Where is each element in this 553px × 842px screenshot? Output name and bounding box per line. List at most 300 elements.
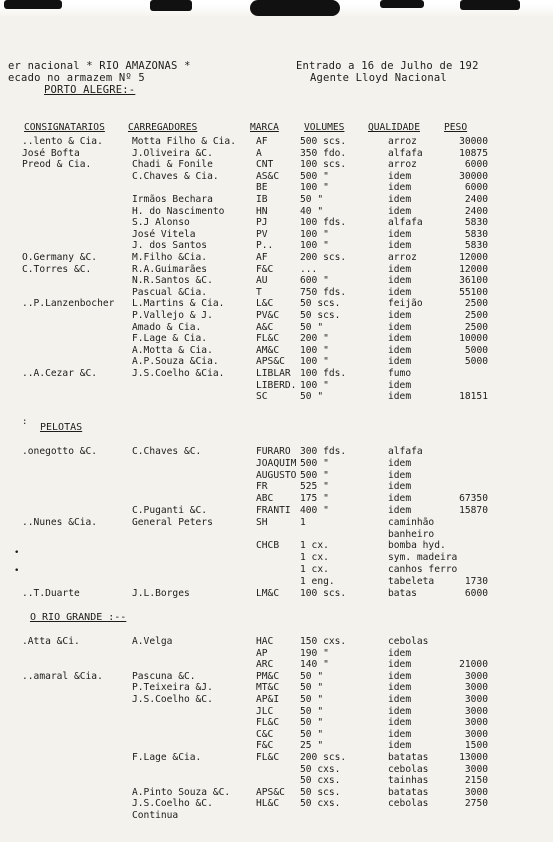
volumes-cell: 50 cxs. bbox=[300, 775, 341, 787]
volumes-cell: 50 scs. bbox=[300, 310, 341, 321]
quality-cell: idem bbox=[388, 391, 412, 403]
table-row bbox=[0, 694, 553, 705]
shipper-cell: F.Lage & Cia. bbox=[132, 333, 208, 345]
weight-cell: 6000 bbox=[464, 182, 488, 194]
weight-cell: 6000 bbox=[464, 159, 488, 171]
table-row bbox=[0, 706, 553, 717]
shipper-cell: Irmãos Bechara bbox=[132, 194, 213, 205]
mark-cell: L&C bbox=[256, 298, 274, 310]
volumes-cell: 200 scs. bbox=[300, 752, 347, 763]
mark-cell: ARC bbox=[256, 659, 274, 671]
shipper-cell: L.Martins & Cia. bbox=[132, 298, 225, 310]
quality-cell: arroz bbox=[388, 252, 417, 263]
quality-cell: idem bbox=[388, 647, 412, 659]
shipper-cell: P.Vallejo & J. bbox=[132, 310, 213, 321]
margin-mark: : bbox=[22, 417, 28, 427]
volumes-cell: 100 " bbox=[300, 182, 329, 194]
table-row bbox=[0, 682, 553, 693]
volumes-cell: 50 " bbox=[300, 391, 324, 403]
mark-cell: APS&C bbox=[256, 786, 285, 798]
quality-cell: idem bbox=[388, 170, 412, 182]
col-consignatarios: CONSIGNATARIOS bbox=[24, 122, 105, 133]
table-row bbox=[0, 182, 553, 193]
table-row bbox=[0, 345, 553, 356]
mark-cell: CNT bbox=[256, 159, 274, 171]
col-qualidade: QUALIDADE bbox=[368, 122, 420, 133]
weight-cell: 18151 bbox=[459, 391, 488, 403]
volumes-cell: 50 cxs. bbox=[300, 763, 341, 775]
volumes-cell: 50 " bbox=[300, 321, 324, 333]
table-row bbox=[0, 275, 553, 286]
mark-cell: JOAQUIM bbox=[256, 457, 297, 469]
table-row bbox=[0, 648, 553, 659]
shipper-cell: A.Motta & Cia. bbox=[132, 344, 213, 356]
volumes-cell: 150 cxs. bbox=[300, 636, 347, 647]
shipper-cell: H. do Nascimento bbox=[132, 205, 225, 217]
weight-cell: 5830 bbox=[464, 240, 488, 252]
table-row bbox=[0, 729, 553, 740]
weight-cell: 3000 bbox=[464, 786, 488, 798]
consignee-cell: ..T.Duarte bbox=[22, 587, 80, 599]
shipper-cell: Chadi & Fonile bbox=[132, 159, 213, 171]
volumes-cell: 500 scs. bbox=[300, 136, 347, 147]
ink-blot bbox=[150, 0, 192, 11]
shipper-cell: A.Pinto Souza &C. bbox=[132, 786, 231, 798]
weight-cell: 5830 bbox=[464, 217, 488, 229]
mark-cell: FRANTI bbox=[256, 505, 291, 516]
weight-cell: 10000 bbox=[459, 333, 488, 345]
volumes-cell: 350 fdo. bbox=[300, 147, 347, 159]
volumes-cell: 100 fds. bbox=[300, 217, 347, 229]
table-row bbox=[0, 217, 553, 228]
mark-cell: LIBLAR bbox=[256, 368, 291, 379]
quality-cell: cebolas bbox=[388, 763, 429, 775]
volumes-cell: 1 cx. bbox=[300, 540, 329, 552]
shipper-cell: J.S.Coelho &C. bbox=[132, 798, 213, 810]
mark-cell: AUGUSTO bbox=[256, 469, 297, 481]
weight-cell: 2400 bbox=[464, 205, 488, 217]
table-row bbox=[0, 240, 553, 251]
margin-mark: • bbox=[14, 566, 20, 576]
volumes-cell: 40 " bbox=[300, 205, 324, 217]
weight-cell: 3000 bbox=[464, 694, 488, 705]
ink-blot bbox=[4, 0, 62, 9]
shipper-cell: Pascual &Cia. bbox=[132, 286, 208, 298]
mark-cell: HN bbox=[256, 205, 268, 217]
quality-cell: idem bbox=[388, 228, 412, 240]
table-row bbox=[0, 310, 553, 321]
quality-cell: idem bbox=[388, 481, 412, 493]
quality-cell: idem bbox=[388, 333, 412, 345]
weight-cell: 2500 bbox=[464, 298, 488, 310]
volumes-cell: 1 cx. bbox=[300, 552, 329, 564]
weight-cell: 3000 bbox=[464, 682, 488, 694]
volumes-cell: 50 " bbox=[300, 728, 324, 740]
table-row bbox=[0, 505, 553, 516]
quality-cell: canhos ferro bbox=[388, 564, 458, 575]
quality-cell: batatas bbox=[388, 786, 429, 798]
volumes-cell: 200 " bbox=[300, 333, 329, 345]
consignee-cell: José Bofta bbox=[22, 147, 80, 159]
mark-cell: C&C bbox=[256, 728, 274, 740]
volumes-cell: 100 " bbox=[300, 344, 329, 356]
mark-cell: A&C bbox=[256, 321, 274, 333]
quality-cell: idem bbox=[388, 194, 412, 205]
arrival-date: Entrado a 16 de Julho de 192 bbox=[296, 60, 479, 72]
shipper-cell: A.P.Souza &Cia. bbox=[132, 356, 219, 368]
volumes-cell: 100 scs. bbox=[300, 159, 347, 171]
mark-cell: HL&C bbox=[256, 798, 280, 810]
quality-cell: idem bbox=[388, 493, 412, 505]
quality-cell: idem bbox=[388, 263, 412, 275]
mark-cell: ABC bbox=[256, 493, 274, 505]
table-row bbox=[0, 368, 553, 379]
shipper-cell: J.L.Borges bbox=[132, 587, 190, 599]
margin-mark: • bbox=[14, 548, 20, 558]
shipper-cell: N.R.Santos &C. bbox=[132, 275, 213, 287]
quality-cell: idem bbox=[388, 182, 412, 194]
quality-cell: idem bbox=[388, 321, 412, 333]
volumes-cell: 190 " bbox=[300, 647, 329, 659]
mark-cell: MT&C bbox=[256, 682, 280, 694]
quality-cell: batatas bbox=[388, 752, 429, 763]
table-row bbox=[0, 470, 553, 481]
table-row bbox=[0, 322, 553, 333]
mark-cell: F&C bbox=[256, 263, 274, 275]
volumes-cell: 50 " bbox=[300, 705, 324, 717]
ink-blot bbox=[460, 0, 520, 10]
table-row bbox=[0, 787, 553, 798]
volumes-cell: 600 " bbox=[300, 275, 329, 287]
mark-cell: LM&C bbox=[256, 587, 280, 599]
consignee-cell: .Atta &Ci. bbox=[22, 636, 80, 647]
mark-cell: T bbox=[256, 286, 262, 298]
mark-cell: JLC bbox=[256, 705, 274, 717]
volumes-cell: 525 " bbox=[300, 481, 329, 493]
quality-cell: idem bbox=[388, 205, 412, 217]
table-row bbox=[0, 810, 553, 821]
consignee-cell: ..Nunes &Cia. bbox=[22, 516, 98, 528]
table-row bbox=[0, 264, 553, 275]
table-row bbox=[0, 659, 553, 670]
consignee-cell: ..P.Lanzenbocher bbox=[22, 298, 115, 310]
table-row bbox=[0, 252, 553, 263]
shipper-cell: J. dos Santos bbox=[132, 240, 208, 252]
table-row bbox=[0, 517, 553, 528]
table-row bbox=[0, 229, 553, 240]
consignee-cell: C.Torres &C. bbox=[22, 263, 92, 275]
mark-cell: FR bbox=[256, 481, 268, 493]
mark-cell: AF bbox=[256, 136, 268, 147]
weight-cell: 5000 bbox=[464, 356, 488, 368]
quality-cell: idem bbox=[388, 694, 412, 705]
col-volumes: VOLUMES bbox=[304, 122, 345, 133]
volumes-cell: 100 " bbox=[300, 356, 329, 368]
quality-cell: idem bbox=[388, 286, 412, 298]
volumes-cell: 175 " bbox=[300, 493, 329, 505]
quality-cell: idem bbox=[388, 469, 412, 481]
volumes-cell: 1 cx. bbox=[300, 564, 329, 575]
weight-cell: 12000 bbox=[459, 252, 488, 263]
weight-cell: 30000 bbox=[459, 136, 488, 147]
ink-blot bbox=[250, 0, 340, 16]
weight-cell: 13000 bbox=[459, 752, 488, 763]
mark-cell: AM&C bbox=[256, 344, 280, 356]
section-title-pelotas: PELOTAS bbox=[40, 422, 83, 433]
volumes-cell: 1 eng. bbox=[300, 575, 335, 587]
shipper-cell: R.A.Guimarães bbox=[132, 263, 208, 275]
mark-cell: PV bbox=[256, 228, 268, 240]
shipper-cell: C.Chaves &C. bbox=[132, 446, 202, 457]
table-row bbox=[0, 717, 553, 728]
table-row bbox=[0, 752, 553, 763]
mark-cell: BE bbox=[256, 182, 268, 194]
quality-cell: arroz bbox=[388, 136, 417, 147]
volumes-cell: 50 " bbox=[300, 717, 324, 729]
mark-cell: AS&C bbox=[256, 170, 280, 182]
shipper-cell: S.J Alonso bbox=[132, 217, 190, 229]
quality-cell: idem bbox=[388, 310, 412, 321]
shipper-cell: A.Velga bbox=[132, 636, 173, 647]
mark-cell: AU bbox=[256, 275, 268, 287]
mark-cell: IB bbox=[256, 194, 268, 205]
table-row bbox=[0, 287, 553, 298]
quality-cell: feijão bbox=[388, 298, 423, 310]
mark-cell: PJ bbox=[256, 217, 268, 229]
table-row bbox=[0, 529, 553, 540]
weight-cell: 55100 bbox=[459, 286, 488, 298]
consignee-cell: ..A.Cezar &C. bbox=[22, 368, 98, 379]
table-row bbox=[0, 798, 553, 809]
table-row bbox=[0, 206, 553, 217]
weight-cell: 3000 bbox=[464, 705, 488, 717]
weight-cell: 5830 bbox=[464, 228, 488, 240]
shipper-cell: C.Puganti &C. bbox=[132, 505, 208, 516]
mark-cell: FL&C bbox=[256, 333, 280, 345]
mark-cell: A bbox=[256, 147, 262, 159]
mark-cell: PM&C bbox=[256, 670, 280, 682]
ship-line: er nacional * RIO AMAZONAS * bbox=[8, 60, 191, 72]
volumes-cell: 50 scs. bbox=[300, 298, 341, 310]
weight-cell: 3000 bbox=[464, 763, 488, 775]
table-row bbox=[0, 298, 553, 309]
ink-blot bbox=[380, 0, 424, 8]
volumes-cell: ... bbox=[300, 263, 318, 275]
weight-cell: 3000 bbox=[464, 717, 488, 729]
quality-cell: tabeleta bbox=[388, 575, 435, 587]
volumes-cell: 300 fds. bbox=[300, 446, 347, 457]
quality-cell: idem bbox=[388, 682, 412, 694]
table-row bbox=[0, 356, 553, 367]
table-row bbox=[0, 194, 553, 205]
mark-cell: CHCB bbox=[256, 540, 280, 552]
mark-cell: FL&C bbox=[256, 717, 280, 729]
mark-cell: FURARO bbox=[256, 446, 291, 457]
volumes-cell: 100 " bbox=[300, 240, 329, 252]
shipper-cell: J.S.Coelho &C. bbox=[132, 694, 213, 705]
shipper-cell: P.Teixeira &J. bbox=[132, 682, 213, 694]
mark-cell: AP&I bbox=[256, 694, 280, 705]
weight-cell: 12000 bbox=[459, 263, 488, 275]
shipper-cell: Pascuna &C. bbox=[132, 670, 196, 682]
quality-cell: idem bbox=[388, 505, 412, 516]
quality-cell: cebolas bbox=[388, 636, 429, 647]
table-row bbox=[0, 458, 553, 469]
table-row bbox=[0, 493, 553, 504]
table-row bbox=[0, 636, 553, 647]
section-title-porto-alegre: PORTO ALEGRE:- bbox=[44, 84, 136, 96]
quality-cell: fumo bbox=[388, 368, 412, 379]
table-row bbox=[0, 148, 553, 159]
volumes-cell: 1 bbox=[300, 516, 306, 528]
mark-cell: F&C bbox=[256, 740, 274, 752]
table-row bbox=[0, 446, 553, 457]
table-row bbox=[0, 136, 553, 147]
volumes-cell: 50 " bbox=[300, 682, 324, 694]
quality-cell: sym. madeira bbox=[388, 552, 458, 564]
volumes-cell: 100 scs. bbox=[300, 587, 347, 599]
col-marca: MARCA bbox=[250, 122, 279, 133]
weight-cell: 1730 bbox=[464, 575, 488, 587]
mark-cell: APS&C bbox=[256, 356, 285, 368]
quality-cell: idem bbox=[388, 356, 412, 368]
shipper-cell: Motta Filho & Cia. bbox=[132, 136, 236, 147]
mark-cell: LIBERD. bbox=[256, 379, 297, 391]
volumes-cell: 500 " bbox=[300, 469, 329, 481]
quality-cell: cebolas bbox=[388, 798, 429, 810]
volumes-cell: 50 " bbox=[300, 670, 324, 682]
shipper-cell: Amado & Cia. bbox=[132, 321, 202, 333]
volumes-cell: 50 scs. bbox=[300, 786, 341, 798]
mark-cell: SC bbox=[256, 391, 268, 403]
shipper-cell: General Peters bbox=[132, 516, 213, 528]
section-title-rio-grande: O RIO GRANDE :-- bbox=[30, 612, 127, 623]
quality-cell: idem bbox=[388, 740, 412, 752]
quality-cell: batas bbox=[388, 587, 417, 599]
weight-cell: 2500 bbox=[464, 321, 488, 333]
table-row bbox=[0, 159, 553, 170]
table-row bbox=[0, 764, 553, 775]
weight-cell: 2750 bbox=[464, 798, 488, 810]
weight-cell: 5000 bbox=[464, 344, 488, 356]
quality-cell: caminhão bbox=[388, 516, 435, 528]
col-peso: PESO bbox=[444, 122, 468, 133]
shipper-cell: F.Lage &Cia. bbox=[132, 752, 202, 763]
weight-cell: 6000 bbox=[464, 587, 488, 599]
consignee-cell: ..lento & Cia. bbox=[22, 136, 103, 147]
shipper-cell: J.Oliveira &C. bbox=[132, 147, 213, 159]
quality-cell: idem bbox=[388, 705, 412, 717]
shipper-cell: C.Chaves & Cia. bbox=[132, 170, 219, 182]
volumes-cell: 100 fds. bbox=[300, 368, 347, 379]
quality-cell: bomba hyd. bbox=[388, 540, 446, 552]
table-row bbox=[0, 740, 553, 751]
table-row bbox=[0, 775, 553, 786]
quality-cell: idem bbox=[388, 670, 412, 682]
quality-cell: alfafa bbox=[388, 217, 423, 229]
table-row bbox=[0, 540, 553, 551]
table-row bbox=[0, 671, 553, 682]
table-row bbox=[0, 552, 553, 563]
quality-cell: idem bbox=[388, 717, 412, 729]
volumes-cell: 500 " bbox=[300, 457, 329, 469]
table-row bbox=[0, 576, 553, 587]
quality-cell: banheiro bbox=[388, 528, 435, 540]
weight-cell: 67350 bbox=[459, 493, 488, 505]
mark-cell: P.. bbox=[256, 240, 274, 252]
table-row bbox=[0, 564, 553, 575]
volumes-cell: 100 " bbox=[300, 228, 329, 240]
weight-cell: 30000 bbox=[459, 170, 488, 182]
quality-cell: idem bbox=[388, 379, 412, 391]
weight-cell: 10875 bbox=[459, 147, 488, 159]
volumes-cell: 50 " bbox=[300, 194, 324, 205]
warehouse-line: ecado no armazem Nº 5 bbox=[8, 72, 145, 84]
mark-cell: SH bbox=[256, 516, 268, 528]
quality-cell: idem bbox=[388, 457, 412, 469]
consignee-cell: ..amaral &Cia. bbox=[22, 670, 103, 682]
quality-cell: idem bbox=[388, 728, 412, 740]
mark-cell: AP bbox=[256, 647, 268, 659]
quality-cell: alfafa bbox=[388, 446, 423, 457]
mark-cell: HAC bbox=[256, 636, 274, 647]
mark-cell: PV&C bbox=[256, 310, 280, 321]
weight-cell: 2150 bbox=[464, 775, 488, 787]
quality-cell: idem bbox=[388, 659, 412, 671]
volumes-cell: 50 " bbox=[300, 694, 324, 705]
shipper-cell: M.Filho &Cia. bbox=[132, 252, 208, 263]
agent-line: Agente Lloyd Nacional bbox=[310, 72, 447, 84]
weight-cell: 1500 bbox=[464, 740, 488, 752]
table-row bbox=[0, 171, 553, 182]
volumes-cell: 50 cxs. bbox=[300, 798, 341, 810]
weight-cell: 15870 bbox=[459, 505, 488, 516]
weight-cell: 2400 bbox=[464, 194, 488, 205]
volumes-cell: 200 scs. bbox=[300, 252, 347, 263]
table-row bbox=[0, 333, 553, 344]
shipper-cell: J.S.Coelho &Cia. bbox=[132, 368, 225, 379]
volumes-cell: 400 " bbox=[300, 505, 329, 516]
volumes-cell: 140 " bbox=[300, 659, 329, 671]
mark-cell: FL&C bbox=[256, 752, 280, 763]
col-carregadores: CARREGADORES bbox=[128, 122, 198, 133]
volumes-cell: 100 " bbox=[300, 379, 329, 391]
table-row bbox=[0, 588, 553, 599]
weight-cell: 21000 bbox=[459, 659, 488, 671]
mark-cell: AF bbox=[256, 252, 268, 263]
weight-cell: 3000 bbox=[464, 728, 488, 740]
shipper-cell: José Vitela bbox=[132, 228, 196, 240]
quality-cell: idem bbox=[388, 344, 412, 356]
quality-cell: arroz bbox=[388, 159, 417, 171]
volumes-cell: 25 " bbox=[300, 740, 324, 752]
table-row bbox=[0, 391, 553, 402]
weight-cell: 36100 bbox=[459, 275, 488, 287]
quality-cell: idem bbox=[388, 275, 412, 287]
table-row bbox=[0, 380, 553, 391]
quality-cell: alfafa bbox=[388, 147, 423, 159]
weight-cell: 3000 bbox=[464, 670, 488, 682]
consignee-cell: Preod & Cia. bbox=[22, 159, 92, 171]
quality-cell: idem bbox=[388, 240, 412, 252]
consignee-cell: O.Germany &C. bbox=[22, 252, 98, 263]
quality-cell: tainhas bbox=[388, 775, 429, 787]
consignee-cell: .onegotto &C. bbox=[22, 446, 98, 457]
volumes-cell: 500 " bbox=[300, 170, 329, 182]
table-row bbox=[0, 481, 553, 492]
shipper-cell: Continua bbox=[132, 810, 179, 821]
weight-cell: 2500 bbox=[464, 310, 488, 321]
